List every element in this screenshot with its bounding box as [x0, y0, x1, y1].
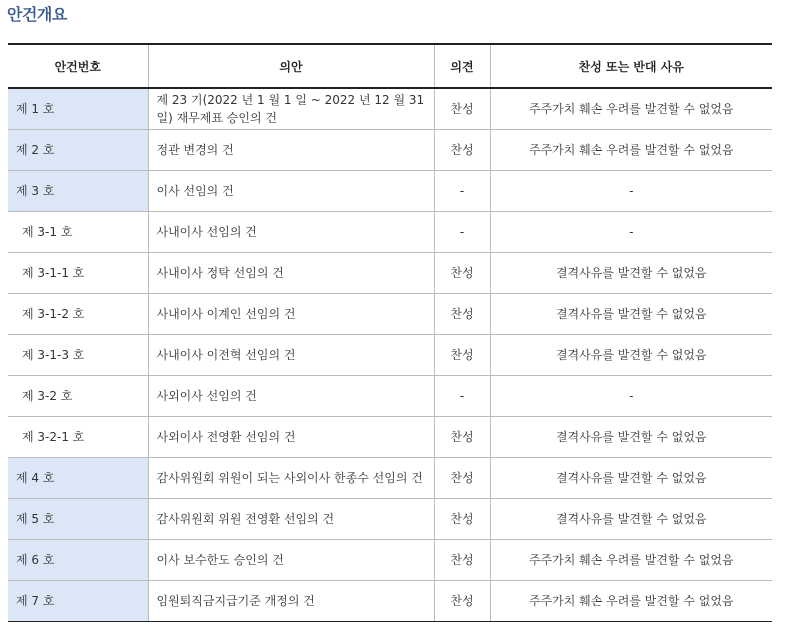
agenda-number-cell: 제 7 호 — [8, 581, 148, 622]
agenda-number-cell: 제 5 호 — [8, 499, 148, 540]
agenda-number-cell: 제 3-1-3 호 — [8, 335, 148, 376]
reason-cell: 결격사유를 발견할 수 없었음 — [490, 499, 772, 540]
agenda-cell: 사내이사 정탁 선임의 건 — [148, 253, 434, 294]
table-row — [8, 212, 772, 253]
opinion-cell: 찬성 — [434, 335, 490, 376]
table-row — [8, 294, 772, 335]
agenda-table — [8, 43, 772, 622]
header-reason: 찬성 또는 반대 사유 — [490, 44, 772, 88]
agenda-number-cell: 제 3-1-1 호 — [8, 253, 148, 294]
section-title: 안건개요 — [7, 5, 67, 24]
agenda-number-cell: 제 3-2-1 호 — [8, 417, 148, 458]
table-row — [8, 417, 772, 458]
opinion-cell: 찬성 — [434, 294, 490, 335]
agenda-cell: 정관 변경의 건 — [148, 130, 434, 171]
agenda-number-cell: 제 3-1 호 — [8, 212, 148, 253]
reason-cell: 주주가치 훼손 우려를 발견할 수 없었음 — [490, 88, 772, 130]
reason-cell: 결격사유를 발견할 수 없었음 — [490, 417, 772, 458]
opinion-cell: - — [434, 212, 490, 253]
agenda-number-cell: 제 3 호 — [8, 171, 148, 212]
agenda-number-cell: 제 3-2 호 — [8, 376, 148, 417]
table-row — [8, 458, 772, 499]
table-row — [8, 335, 772, 376]
agenda-cell: 감사위원회 위원 전영환 선임의 건 — [148, 499, 434, 540]
header-agenda-number: 안건번호 — [8, 44, 148, 88]
table-row — [8, 171, 772, 212]
reason-cell: 결격사유를 발견할 수 없었음 — [490, 458, 772, 499]
table-body — [8, 88, 772, 622]
opinion-cell: - — [434, 171, 490, 212]
reason-cell: 주주가치 훼손 우려를 발견할 수 없었음 — [490, 130, 772, 171]
agenda-cell: 이사 선임의 건 — [148, 171, 434, 212]
reason-cell: - — [490, 212, 772, 253]
agenda-number-cell: 제 6 호 — [8, 540, 148, 581]
agenda-number-cell: 제 4 호 — [8, 458, 148, 499]
opinion-cell: 찬성 — [434, 540, 490, 581]
opinion-cell: - — [434, 376, 490, 417]
reason-cell: - — [490, 376, 772, 417]
agenda-cell: 사내이사 이전혁 선임의 건 — [148, 335, 434, 376]
table-row — [8, 88, 772, 130]
table-row — [8, 499, 772, 540]
agenda-number-cell: 제 3-1-2 호 — [8, 294, 148, 335]
agenda-cell: 사외이사 선임의 건 — [148, 376, 434, 417]
table-header-row — [8, 44, 772, 88]
header-opinion: 의견 — [434, 44, 490, 88]
reason-cell: - — [490, 171, 772, 212]
agenda-cell: 사내이사 선임의 건 — [148, 212, 434, 253]
reason-cell: 결격사유를 발견할 수 없었음 — [490, 253, 772, 294]
table-row — [8, 130, 772, 171]
reason-cell: 결격사유를 발견할 수 없었음 — [490, 294, 772, 335]
opinion-cell: 찬성 — [434, 417, 490, 458]
opinion-cell: 찬성 — [434, 581, 490, 622]
table-row — [8, 253, 772, 294]
agenda-cell: 임원퇴직금지급기준 개정의 건 — [148, 581, 434, 622]
reason-cell: 주주가치 훼손 우려를 발견할 수 없었음 — [490, 581, 772, 622]
agenda-cell: 사외이사 전영환 선임의 건 — [148, 417, 434, 458]
table-row — [8, 540, 772, 581]
agenda-cell: 이사 보수한도 승인의 건 — [148, 540, 434, 581]
agenda-number-cell: 제 1 호 — [8, 88, 148, 130]
table-row — [8, 581, 772, 622]
agenda-cell: 제 23 기(2022 년 1 월 1 일 ~ 2022 년 12 월 31 일) 재무제표 승인의 건 — [148, 88, 434, 130]
opinion-cell: 찬성 — [434, 130, 490, 171]
opinion-cell: 찬성 — [434, 458, 490, 499]
opinion-cell: 찬성 — [434, 253, 490, 294]
agenda-number-cell: 제 2 호 — [8, 130, 148, 171]
reason-cell: 주주가치 훼손 우려를 발견할 수 없었음 — [490, 540, 772, 581]
agenda-cell: 사내이사 이계인 선임의 건 — [148, 294, 434, 335]
agenda-cell: 감사위원회 위원이 되는 사외이사 한종수 선임의 건 — [148, 458, 434, 499]
opinion-cell: 찬성 — [434, 499, 490, 540]
opinion-cell: 찬성 — [434, 88, 490, 130]
table-row — [8, 376, 772, 417]
reason-cell: 결격사유를 발견할 수 없었음 — [490, 335, 772, 376]
header-agenda: 의안 — [148, 44, 434, 88]
